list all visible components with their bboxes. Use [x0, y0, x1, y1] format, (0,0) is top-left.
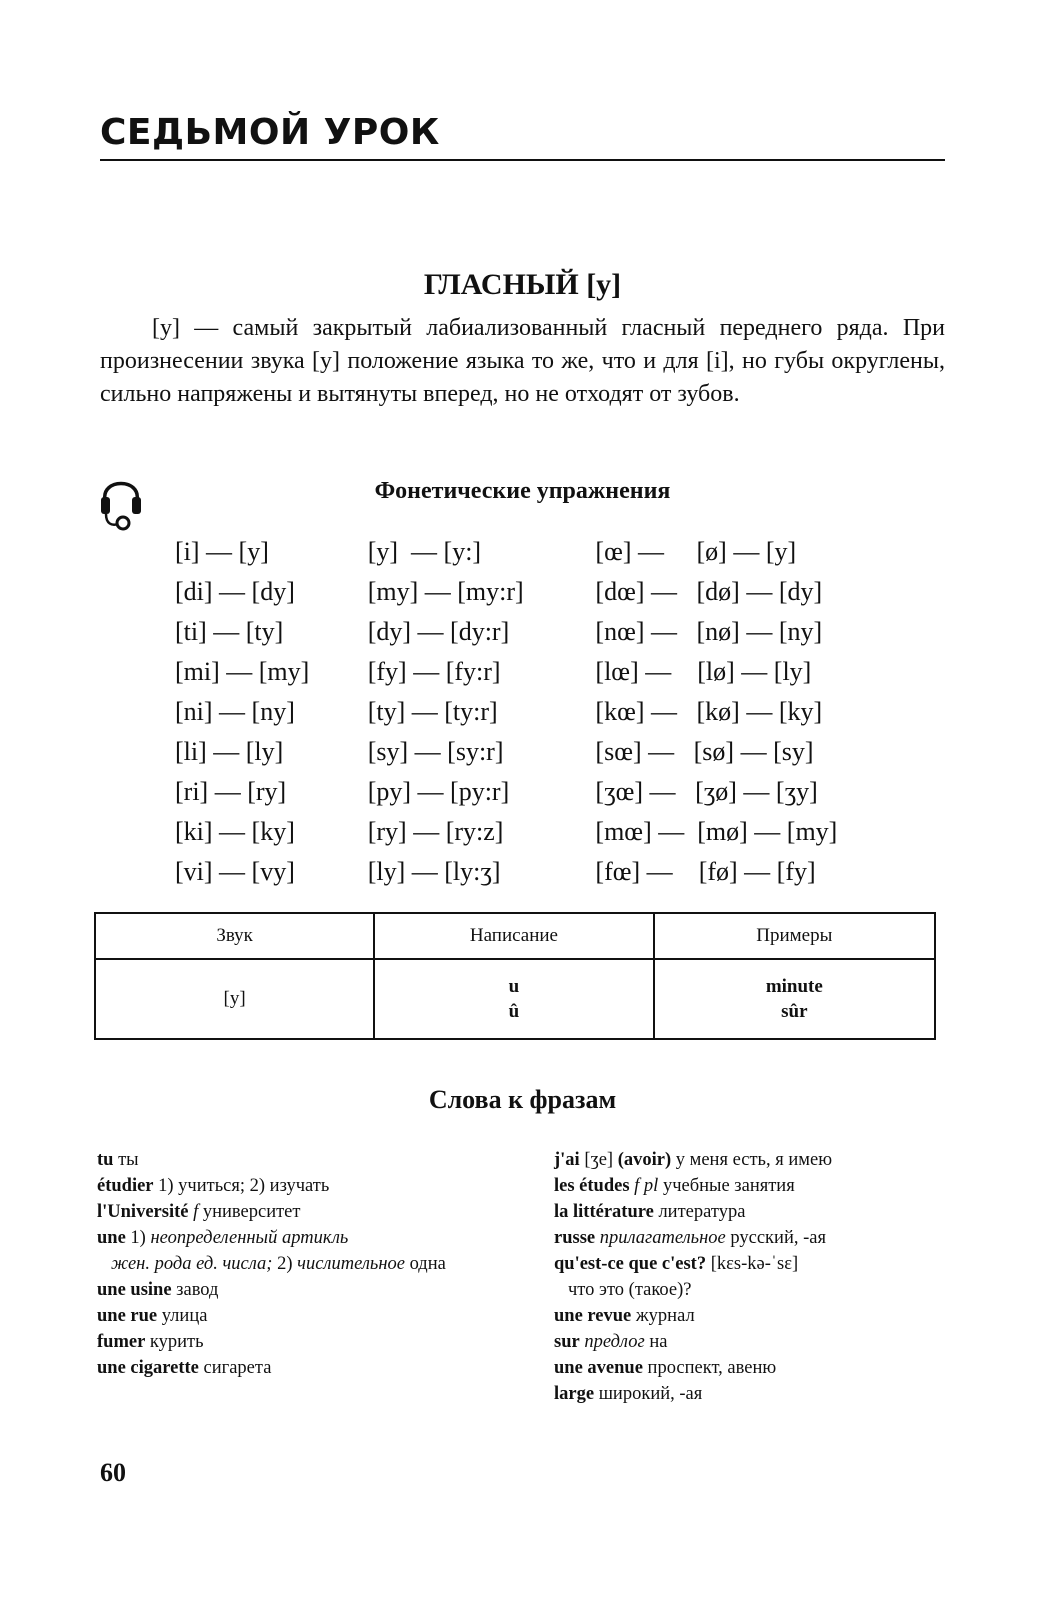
cell-spellings [374, 959, 653, 1039]
drill-row [175, 572, 895, 612]
drill-pair: [dœ] — [dø] — [dy] [595, 577, 823, 606]
drill-pair: [kœ] — [kø] — [ky] [595, 697, 823, 726]
drill-pair: [di] — [dy] [175, 577, 295, 606]
vowel-section-title: ГЛАСНЫЙ [y] [423, 268, 622, 301]
lesson-title: СЕДЬМОЙ УРОК [100, 112, 945, 161]
drill-row [175, 612, 895, 652]
example-item: minute [765, 976, 823, 997]
list-item: tu ты [97, 1150, 139, 1170]
list-item: une 1) неопределенный артикль [97, 1228, 349, 1248]
drill-pair: [ni] — [ny] [175, 697, 295, 726]
list-item: une cigarette сигарета [97, 1358, 272, 1378]
cell-sound: [y] [95, 959, 374, 1039]
drill-pair: [py] — [py:r] [367, 777, 510, 806]
drill-pair: [ti] — [ty] [175, 617, 284, 646]
list-item: fumer курить [97, 1332, 204, 1352]
drill-pair: [dy] — [dy:r] [367, 617, 510, 646]
list-item: une revue журнал [554, 1306, 695, 1326]
list-item: что это (такое)? [568, 1280, 692, 1300]
drill-pair: [fœ] — [fø] — [fy] [595, 857, 816, 886]
drill-pair: [ki] — [ky] [175, 817, 295, 846]
drill-pair: [my] — [my:r] [367, 577, 524, 606]
list-item: l'Université f университет [97, 1202, 301, 1222]
exercises-title: Фонетические упражнения [374, 478, 671, 504]
list-item: j'ai [ʒe] (avoir) у меня есть, я имею [554, 1150, 833, 1170]
cell-examples [654, 959, 935, 1039]
drill-row [175, 852, 895, 892]
drill-row [175, 772, 895, 812]
example-item: sûr [781, 1001, 808, 1022]
drill-pair: [ry] — [ry:z] [367, 817, 504, 846]
list-item: une avenue проспект, авеню [554, 1358, 777, 1378]
drill-pair: [y] — [y:] [367, 537, 482, 566]
drill-pair: [œ] — [ø] — [y] [595, 537, 797, 566]
drill-pair: [li] — [ly] [175, 737, 284, 766]
drill-row [175, 652, 895, 692]
drill-pair: [ly] — [ly:ʒ] [367, 857, 501, 886]
list-item: les études f pl учебные занятия [554, 1176, 795, 1196]
drill-pair: [vi] — [vy] [175, 857, 295, 886]
table-row [95, 959, 935, 1039]
drill-row [175, 812, 895, 852]
drill-pair: [mœ] — [mø] — [my] [595, 817, 838, 846]
spelling-table [94, 912, 936, 1040]
page-number: 60 [100, 1458, 126, 1487]
vocab-list-left [97, 1147, 517, 1381]
drill-row [175, 532, 895, 572]
drill-pair: [lœ] — [lø] — [ly] [595, 657, 812, 686]
drill-row [175, 692, 895, 732]
drill-pair: [ri] — [ry] [175, 777, 287, 806]
header-sound: Звук [95, 913, 374, 959]
header-examples: Примеры [654, 913, 935, 959]
list-item: large широкий, -ая [554, 1384, 703, 1404]
list-item: жен. рода ед. числа; 2) числительное одна [111, 1254, 446, 1274]
list-item: une usine завод [97, 1280, 219, 1300]
drill-row [175, 732, 895, 772]
spelling-item: û [508, 1001, 520, 1022]
list-item: la littérature литература [554, 1202, 746, 1222]
drill-pair: [ty] — [ty:r] [367, 697, 498, 726]
words-section-title: Слова к фразам [428, 1085, 617, 1114]
table-header-row [95, 913, 935, 959]
drill-pair: [mi] — [my] [175, 657, 310, 686]
list-item: sur предлог на [554, 1332, 668, 1352]
drill-pair: [nœ] — [nø] — [ny] [595, 617, 823, 646]
drill-pair: [ʒœ] — [ʒø] — [ʒy] [595, 777, 818, 806]
list-item: russe прилагательное русский, -ая [554, 1228, 826, 1248]
phonetic-drill-grid [175, 532, 895, 892]
header-spelling: Написание [374, 913, 653, 959]
vowel-intro-paragraph: [y] — самый закрытый лабиализованный гласный переднего ряда. При произнесении звука [y] положение языка то же, что и для [i], но губы округлены, сильно напряжены и вытянуты вперед, но не отходят от зубов. [100, 315, 945, 407]
vocab-list-right [554, 1147, 954, 1407]
list-item: une rue улица [97, 1306, 208, 1326]
spelling-item: u [508, 976, 520, 997]
drill-pair: [i] — [y] [175, 537, 269, 566]
list-item: qu'est-ce que c'est? [kɛs-kə-ˈsɛ] [554, 1254, 799, 1274]
list-item: étudier 1) учиться; 2) изучать [97, 1176, 330, 1196]
drill-pair: [fy] — [fy:r] [367, 657, 501, 686]
drill-pair: [sy] — [sy:r] [367, 737, 504, 766]
drill-pair: [sœ] — [sø] — [sy] [595, 737, 814, 766]
